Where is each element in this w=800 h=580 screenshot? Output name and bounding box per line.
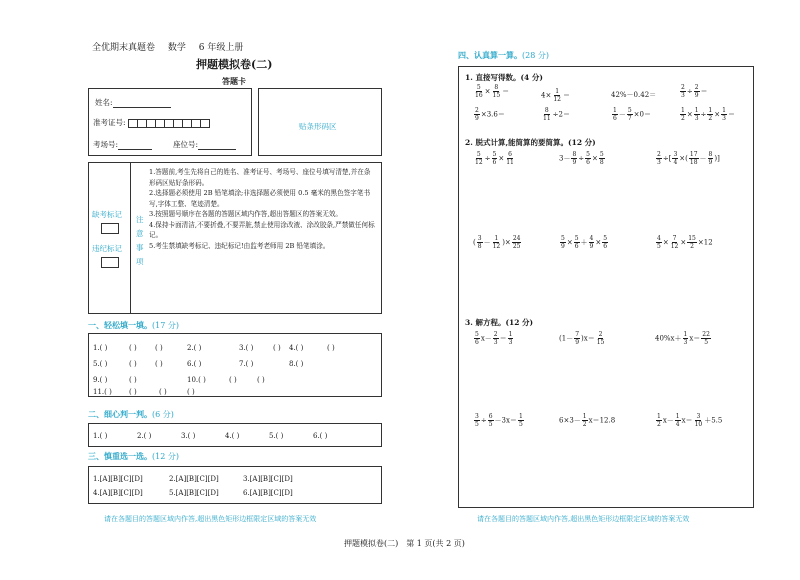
choice-answer[interactable]: 3.[A][B][C][D] xyxy=(243,475,293,483)
q2-expr: ( $\frac{3}{8}$ － $\frac{1}{12}$ )× $\frac{24}{25}$ xyxy=(473,235,521,250)
fill-answer[interactable]: 8.( ) xyxy=(289,360,304,368)
warning-right: 请在各题目的答题区域内作答,超出黑色矩形边框限定区域的答案无效 xyxy=(477,515,690,523)
fill-answer[interactable]: ( ) xyxy=(327,344,335,352)
fill-answer[interactable]: ( ) xyxy=(129,388,137,396)
section-1-title: 一、轻松填一填。(17 分) xyxy=(88,320,179,330)
choice-answer[interactable]: 2.[A][B][C][D] xyxy=(169,475,219,483)
q3-expr: $\frac{1}{2}$ x－ $\frac{1}{4}$ x＝ $\frac{3}{10}$ ＋5.5 xyxy=(657,413,723,428)
fill-answer[interactable]: ( ) xyxy=(257,376,265,384)
fill-answer-box[interactable] xyxy=(88,333,382,397)
notes-title-char: 项 xyxy=(136,257,144,266)
q3-decimal: ＋5.5 xyxy=(704,416,723,425)
fill-answer[interactable]: ( ) xyxy=(129,360,137,368)
fill-answer[interactable]: 9.( ) xyxy=(93,376,108,384)
q3-expr: (1－ $\frac{7}{9}$ )x＝ $\frac{2}{15}$ xyxy=(559,331,605,346)
fill-answer[interactable]: 10.( ) xyxy=(187,376,206,384)
q3-title: 3. 解方程。(12 分) xyxy=(465,318,534,327)
q3-expr: 6×3－ $\frac{1}{2}$ x＝12.8 xyxy=(559,413,616,428)
subject: 数学 xyxy=(167,43,186,53)
fill-answer[interactable]: ( ) xyxy=(273,344,281,352)
q3-expr: $\frac{3}{5}$ ÷ $\frac{6}{5}$ －3x＝ $\frac{1}{5}$ xyxy=(475,413,523,428)
fill-answer[interactable]: ( ) xyxy=(129,376,137,384)
student-info-box xyxy=(88,88,252,156)
notes-title-char: 注 xyxy=(136,215,144,224)
q1-expr: $\frac{5}{16}$ × $\frac{8}{15}$ ＝ xyxy=(475,84,510,99)
fill-answer[interactable]: ( ) xyxy=(155,360,163,368)
seat-field[interactable] xyxy=(173,139,236,150)
q2-title: 2. 脱式计算,能简算的要简算。(12 分) xyxy=(465,138,596,147)
q3-expr: $\frac{5}{6}$ x－ $\frac{2}{3}$ ＝ $\frac{1}{3}$ xyxy=(475,331,513,346)
fill-answer[interactable]: ( ) xyxy=(159,388,167,396)
room-label: 考场号: xyxy=(93,140,119,149)
q1-expr: $\frac{2}{9}$ ×3.6＝ xyxy=(475,107,505,122)
note-item: 1.答题前,考生先将自己的姓名、准考证号、考场号、座位号填写清楚,并在条形码区贴好条形码。 xyxy=(149,168,371,187)
q1-title: 1. 直接写得数。(4 分) xyxy=(465,73,543,82)
fill-answer[interactable]: 3.( ) xyxy=(239,344,254,352)
judge-answer[interactable]: 4.( ) xyxy=(225,432,240,440)
q2-expr: 3－ $\frac{8}{9}$ ÷ $\frac{5}{6}$ × $\frac{5}{8}$ xyxy=(559,151,604,166)
choice-answer[interactable]: 1.[A][B][C][D] xyxy=(93,475,143,483)
page-subtitle: 答题卡 xyxy=(222,76,246,86)
notes-title-char: 事 xyxy=(136,243,144,252)
page-footer: 押题模拟卷(二) 第 1 页(共 2 页) xyxy=(344,539,465,548)
fill-answer[interactable]: 11.( ) xyxy=(93,388,112,396)
exam-no-label: 准考证号: xyxy=(93,118,126,127)
judge-answer[interactable]: 5.( ) xyxy=(269,432,284,440)
q3-number: 12.8 xyxy=(599,416,616,425)
q1-expr: $\frac{2}{3}$ ÷ $\frac{2}{9}$ ＝ xyxy=(681,84,708,99)
q1-expr: $\frac{1}{6}$ － $\frac{5}{7}$ ×0＝ xyxy=(613,107,651,122)
q2-expr: $\frac{5}{9}$ × $\frac{5}{6}$ ＋ $\frac{4}{9}$ × $\frac{5}{6}$ xyxy=(561,235,608,250)
note-item: 5.考生禁填缺考标记、违纪标记!由监考老师用 2B 铅笔填涂。 xyxy=(149,241,330,250)
q3-expr: 40%x＋ $\frac{1}{3}$ x＝ $\frac{22}{5}$ xyxy=(655,331,710,346)
q1-expr: 42%－0.42＝ xyxy=(611,91,657,99)
q2-expr: $\frac{5}{12}$ ÷ $\frac{5}{6}$ × $\frac{6}{11}$ xyxy=(475,151,514,166)
note-item: 4.保持卡面清洁,不要折叠,不要弄脏,禁止使用涂改液、涂改胶条,严禁做任何标记。 xyxy=(149,220,375,239)
calc-answer-box[interactable] xyxy=(458,66,754,508)
notes-title xyxy=(136,213,144,269)
mark-column xyxy=(89,163,131,313)
notes-box xyxy=(88,162,382,314)
section-2-title: 二、细心判一判。(6 分) xyxy=(88,409,174,419)
q2-number: 12 xyxy=(703,238,713,247)
fill-answer[interactable]: ( ) xyxy=(229,376,237,384)
barcode-area xyxy=(258,88,382,156)
choice-answer-box[interactable] xyxy=(88,466,382,504)
exam-no-field[interactable] xyxy=(93,117,209,128)
series-line xyxy=(92,40,243,53)
fill-answer[interactable]: 4.( ) xyxy=(289,344,304,352)
page-title: 押题模拟卷(二) xyxy=(196,58,273,71)
choice-answer[interactable]: 4.[A][B][C][D] xyxy=(93,489,143,497)
absent-label: 缺考标记 xyxy=(92,210,122,219)
warning-left: 请在各题目的答题区域内作答,超出黑色矩形边框限定区域的答案无效 xyxy=(104,515,317,523)
fill-answer[interactable]: 2.( ) xyxy=(187,344,202,352)
seat-label: 座位号: xyxy=(173,140,199,149)
fill-answer[interactable]: 5.( ) xyxy=(93,360,108,368)
q2-expr: $\frac{4}{5}$ × $\frac{7}{12}$ × $\frac{15}{2}$ ×12 xyxy=(657,235,713,250)
choice-answer[interactable]: 5.[A][B][C][D] xyxy=(169,489,219,497)
q1-expr: $\frac{1}{2}$ × $\frac{1}{3}$ ÷ $\frac{1}{2}$ × $\frac{1}{3}$ ＝ xyxy=(681,107,735,122)
q2-expr: $\frac{2}{3}$ ÷[ $\frac{3}{4}$ ×( $\frac{17}{18}$ － $\frac{8}{9}$ )] xyxy=(657,151,720,166)
series-name: 全优期末真题卷 xyxy=(92,43,156,53)
absent-mark-box[interactable] xyxy=(101,223,119,234)
fill-answer[interactable]: 1.( ) xyxy=(93,344,108,352)
judge-answer[interactable]: 3.( ) xyxy=(181,432,196,440)
judge-answer[interactable]: 2.( ) xyxy=(137,432,152,440)
section-4-title: 四、认真算一算。(28 分) xyxy=(458,50,549,60)
room-field[interactable] xyxy=(93,139,152,150)
q3-pct: 40%x＋ xyxy=(655,334,682,343)
choice-answer[interactable]: 6.[A][B][C][D] xyxy=(243,489,293,497)
notes-list xyxy=(149,167,377,251)
fill-answer[interactable]: 7.( ) xyxy=(239,360,254,368)
fill-answer[interactable]: 6.( ) xyxy=(187,360,202,368)
notes-title-char: 意 xyxy=(136,229,144,238)
judge-answer[interactable]: 6.( ) xyxy=(313,432,328,440)
grade: 6 年级上册 xyxy=(198,43,244,53)
q1-expr: 4× $\frac{1}{12}$ ＝ xyxy=(541,88,570,103)
violation-label: 违纪标记 xyxy=(92,244,122,253)
judge-answer[interactable]: 1.( ) xyxy=(93,432,108,440)
fill-answer[interactable]: ( ) xyxy=(155,344,163,352)
q1-expr: $\frac{8}{11}$ ÷2＝ xyxy=(543,107,570,122)
name-field[interactable] xyxy=(95,97,171,108)
section-3-title: 三、慎重选一选。(12 分) xyxy=(88,451,179,461)
note-item: 3.按照题号顺序在各题的答题区域内作答,超出答题区的答案无效。 xyxy=(149,210,343,218)
name-label: 姓名: xyxy=(95,98,113,107)
violation-mark-box[interactable] xyxy=(101,257,119,268)
note-item: 2.选择题必须使用 2B 铅笔填涂;非选择题必须使用 0.5 毫米的黑色签字笔书写,字体工整、笔迹清楚。 xyxy=(149,189,371,208)
fill-answer[interactable]: ( ) xyxy=(187,388,195,396)
barcode-label: 贴条形码区 xyxy=(299,122,337,131)
fill-answer[interactable]: ( ) xyxy=(129,344,137,352)
judge-answer-box[interactable] xyxy=(88,423,382,447)
